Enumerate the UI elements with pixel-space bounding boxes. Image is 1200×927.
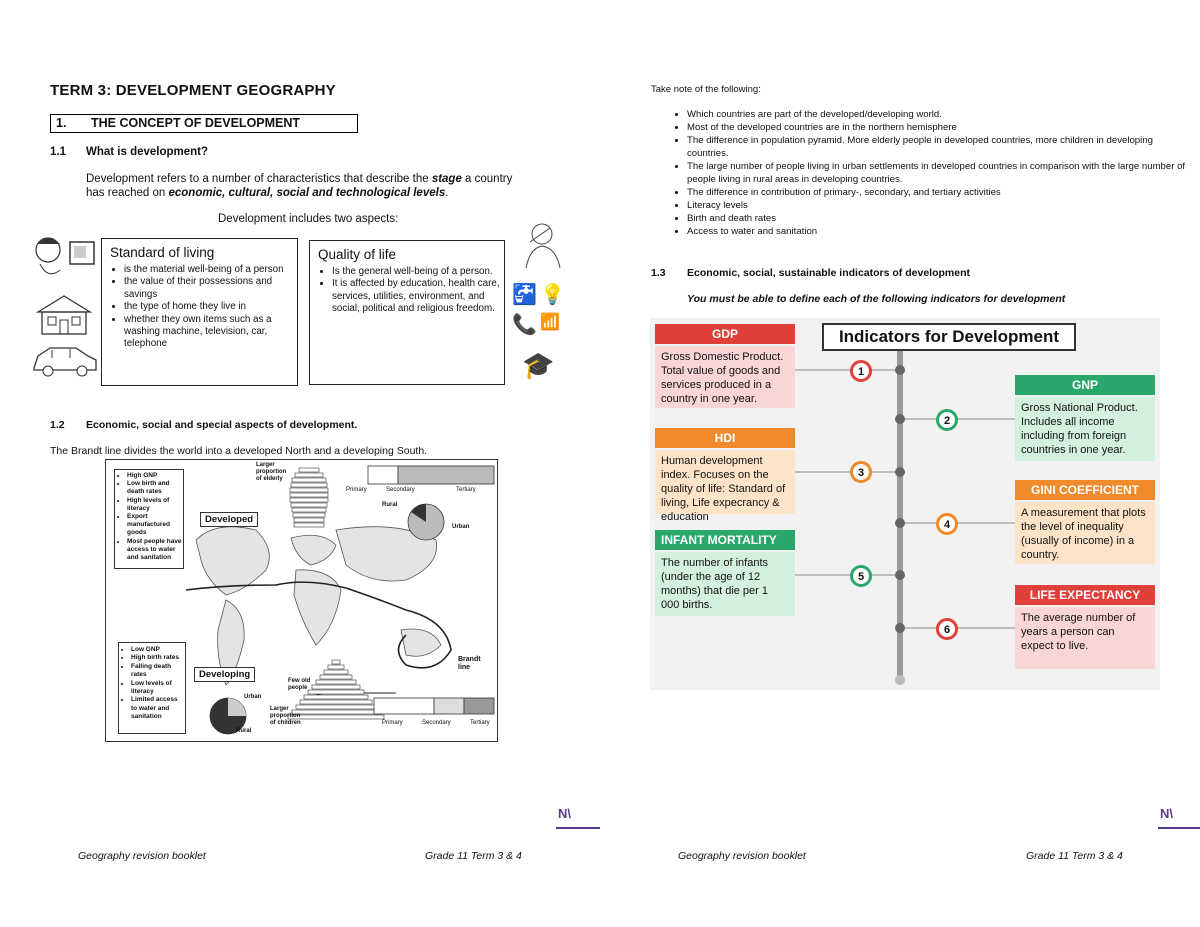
note-intro: Take note of the following: xyxy=(651,84,761,95)
indicator-hdi-title: HDI xyxy=(655,428,795,448)
north-urban-rural-pie xyxy=(408,504,444,540)
indicator-number: 2 xyxy=(936,409,958,431)
subheading-title: Economic, social and special aspects of development. xyxy=(86,419,358,431)
secondary-label: Secondary xyxy=(422,720,451,726)
list-item: • The large number of people living in urban settlements in developed countries in comparison with the large number of people living in rural areas in developing countries. xyxy=(687,160,1187,186)
brandt-text: The Brandt line divides the world into a developed North and a developing South. xyxy=(50,445,428,457)
quality-of-life-card xyxy=(309,240,505,385)
def-text: . xyxy=(445,187,449,199)
brandt-line-label: Brandt line xyxy=(458,656,481,671)
def-text: has reached on xyxy=(86,187,169,199)
indicator-hdi-text: Human development index. Focuses on the quality of life: Standard of living, Life expecrancy & education xyxy=(655,450,795,514)
infographic-title: Indicators for Development xyxy=(822,323,1076,351)
urban-label: Urban xyxy=(452,524,470,530)
card-title: Quality of life xyxy=(318,247,397,262)
section-heading xyxy=(50,114,358,133)
urban-label: Urban xyxy=(244,694,262,700)
footer-left: Geography revision booklet xyxy=(78,850,206,862)
indicator-number: 6 xyxy=(936,618,958,640)
north-characteristics-box xyxy=(114,469,184,569)
developed-label: Developed xyxy=(200,512,258,527)
section-title: THE CONCEPT OF DEVELOPMENT xyxy=(91,116,301,130)
list-item: • Birth and death rates xyxy=(687,212,1187,225)
list-item: • Export manufactured goods xyxy=(127,513,183,538)
definition-paragraph xyxy=(86,172,546,200)
tv-woman-illustration xyxy=(30,230,98,285)
south-employment-bar xyxy=(374,698,494,714)
list-item: • Most of the developed countries are in the northern hemisphere xyxy=(687,121,1187,134)
indicator-gnp-text: Gross National Product. Includes all income including from foreign countries in one year. xyxy=(1015,397,1155,461)
subheading-number: 1.2 xyxy=(50,419,65,431)
primary-label: Primary xyxy=(382,720,403,726)
publisher-logo: N\ xyxy=(1160,806,1173,821)
subheading-title: Economic, social, sustainable indicators of development xyxy=(687,267,970,279)
elderly-label: Larger proportion of elderly xyxy=(256,462,287,482)
indicator-number: 1 xyxy=(850,360,872,382)
list-item: • Low birth and death rates xyxy=(127,480,183,496)
indicator-gnp-title: GNP xyxy=(1015,375,1155,395)
list-item: • whether they own items such as a washing machine, television, car, telephone xyxy=(124,314,297,351)
notes-list xyxy=(651,108,1187,238)
subheading-number: 1.1 xyxy=(50,146,66,158)
subheading-number: 1.3 xyxy=(651,267,666,279)
card-title: Standard of living xyxy=(110,245,215,260)
sick-person-illustration xyxy=(520,218,566,270)
card-list xyxy=(310,266,504,316)
graduation-cap-icon: 🎓 xyxy=(522,350,555,380)
indicator-number: 4 xyxy=(936,513,958,535)
list-item: • the value of their possessions and savings xyxy=(124,276,297,301)
publisher-logo: N\ xyxy=(558,806,571,821)
indicator-infant-mortality-text: The number of infants (under the age of 12 months) that die per 1 000 births. xyxy=(655,552,795,616)
indicator-gini-title: GINI COEFFICIENT xyxy=(1015,480,1155,500)
few-old-label: Few old people xyxy=(288,678,311,691)
secondary-label: Secondary xyxy=(386,487,415,493)
north-employment-bar xyxy=(368,466,494,484)
rural-label: Rural xyxy=(236,728,252,734)
children-label: Larger proportion of children xyxy=(270,706,301,726)
subheading-title: What is development? xyxy=(86,146,209,158)
list-item: • Access to water and sanitation xyxy=(687,225,1187,238)
def-levels: economic, cultural, social and technological levels xyxy=(168,187,446,199)
indicator-gdp-title: GDP xyxy=(655,324,795,344)
house-icon xyxy=(34,292,94,336)
logo-underline xyxy=(556,827,600,829)
standard-of-living-card xyxy=(101,238,298,386)
indicator-number: 5 xyxy=(850,565,872,587)
list-item: • The difference in population pyramid. More elderly people in developed countries, more children in developing countries. xyxy=(687,134,1187,160)
def-text: Development refers to a number of characteristics that describe the xyxy=(86,173,432,185)
page-title: TERM 3: DEVELOPMENT GEOGRAPHY xyxy=(50,82,336,99)
indicator-number: 3 xyxy=(850,461,872,483)
phone-icon: 📞 xyxy=(512,314,537,336)
list-item: • High levels of literacy xyxy=(127,497,183,513)
aspects-heading: Development includes two aspects: xyxy=(218,213,399,225)
wifi-icon: 📶 xyxy=(540,314,560,331)
south-characteristics-box xyxy=(118,642,186,734)
footer-right: Grade 11 Term 3 & 4 xyxy=(1026,850,1123,862)
car-icon xyxy=(30,340,100,380)
logo-underline xyxy=(1158,827,1200,829)
indicator-infant-mortality-title: INFANT MORTALITY xyxy=(655,530,795,550)
list-item: • The difference in contribution of primary-, secondary, and tertiary activities xyxy=(687,186,1187,199)
rural-label: Rural xyxy=(382,502,398,508)
footer-right: Grade 11 Term 3 & 4 xyxy=(425,850,522,862)
list-item: • Which countries are part of the developed/developing world. xyxy=(687,108,1187,121)
indicator-gini-text: A measurement that plots the level of inequality (usually of income) in a country. xyxy=(1015,502,1155,564)
north-population-pyramid xyxy=(290,468,328,527)
footer-left: Geography revision booklet xyxy=(678,850,806,862)
list-item: • High GNP xyxy=(127,472,183,480)
card-list xyxy=(102,264,297,351)
def-stage: stage xyxy=(431,173,462,185)
list-item: • Most people have access to water and sanitation xyxy=(127,538,183,563)
indicator-gdp-text: Gross Domestic Product. Total value of goods and services produced in a country in one year. xyxy=(655,346,795,408)
indicator-life-expectancy-title: LIFE EXPECTANCY xyxy=(1015,585,1155,605)
tertiary-label: Tertiary xyxy=(470,720,490,726)
tertiary-label: Tertiary xyxy=(456,487,476,493)
developing-label: Developing xyxy=(194,667,255,682)
list-item: • Low GNP xyxy=(131,646,185,654)
list-item: • High birth rates xyxy=(131,654,185,662)
list-item: • the type of home they live in xyxy=(124,301,297,313)
list-item: • It is affected by education, health care, services, utilities, environment, and social, political and religious freedom. xyxy=(332,278,504,315)
def-text: a country xyxy=(461,173,513,185)
light-bulb-icon: 💡 xyxy=(540,284,565,306)
list-item: • Low levels of literacy xyxy=(131,680,185,697)
instruction-text: You must be able to define each of the following indicators for development xyxy=(687,293,1066,305)
list-item: • Is the general well-being of a person. xyxy=(332,266,504,278)
list-item: • is the material well-being of a person xyxy=(124,264,297,276)
brandt-map-figure xyxy=(105,459,498,742)
list-item: • Limited access to water and sanitation xyxy=(131,696,185,721)
indicators-infographic xyxy=(650,318,1160,690)
indicator-life-expectancy-text: The average number of years a person can expect to live. xyxy=(1015,607,1155,669)
list-item: • Literacy levels xyxy=(687,199,1187,212)
section-number: 1. xyxy=(56,116,67,130)
list-item: • Falling death rates xyxy=(131,663,185,680)
water-tap-icon: 🚰 xyxy=(512,284,537,306)
primary-label: Primary xyxy=(346,487,367,493)
